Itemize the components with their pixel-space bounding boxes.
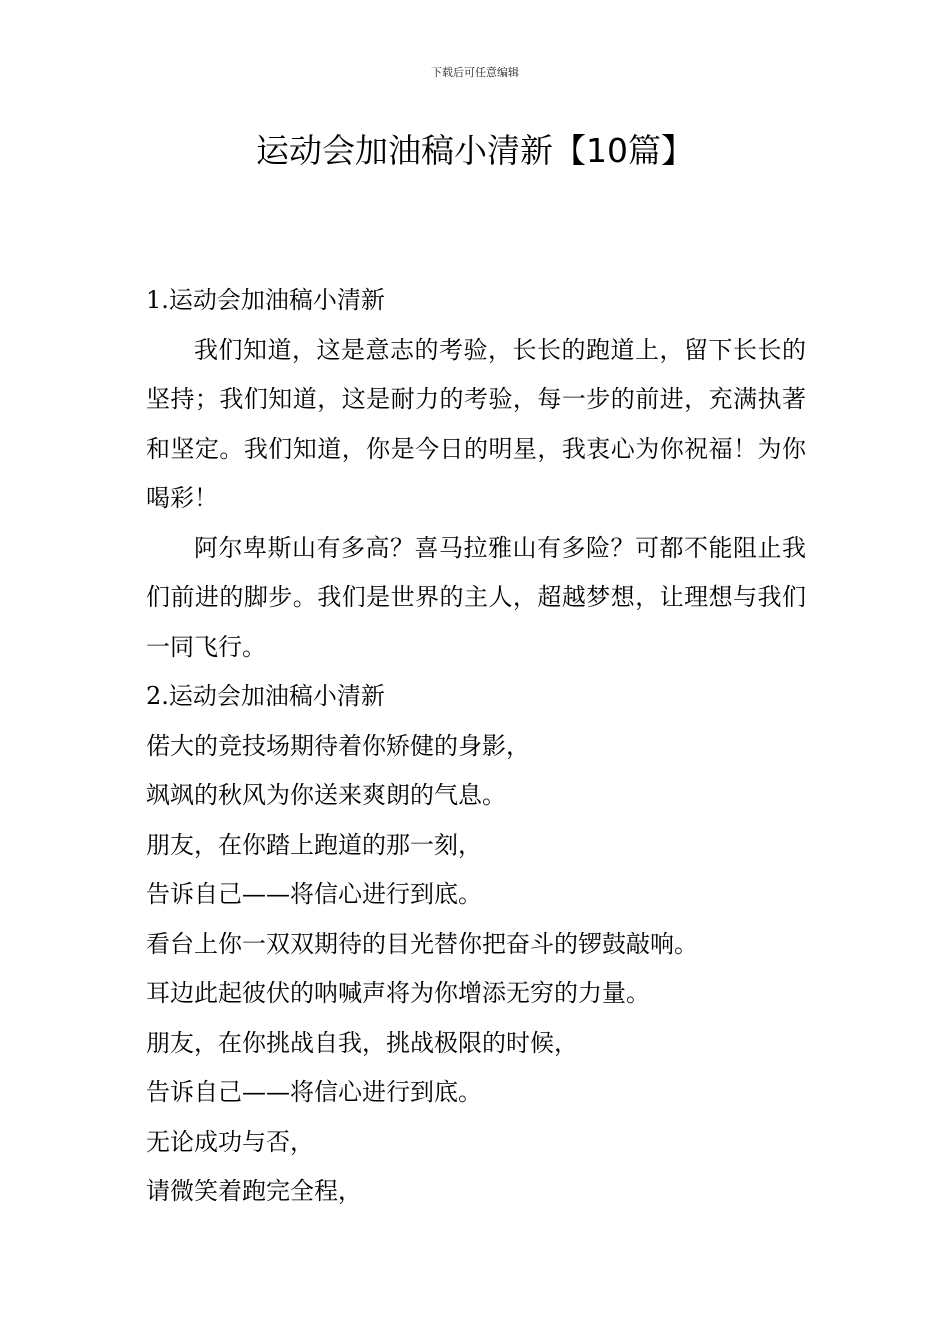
poem-line: 飒飒的秋风为你送来爽朗的气息。 xyxy=(146,781,506,809)
poem-line: 告诉自己——将信心进行到底。 xyxy=(146,880,482,908)
section-heading: 1.运动会加油稿小清新 xyxy=(146,286,385,314)
poem-line: 请微笑着跑完全程， xyxy=(146,1177,362,1205)
poem-line: 朋友，在你踏上跑道的那一刻， xyxy=(146,830,482,859)
header-note: 下载后可任意编辑 xyxy=(431,66,519,79)
paragraph: 我们知道，这是意志的考验，长长的跑道上，留下长长的坚持；我们知道，这是耐力的考验，每一步的前进，充满执著和坚定。我们知道，你是今日的明星，我衷心为你祝福！为你喝彩！ xyxy=(146,335,806,512)
section-1 xyxy=(146,276,806,672)
document-body xyxy=(146,276,806,1217)
poem-line: 看台上你一双双期待的目光替你把奋斗的锣鼓敲响。 xyxy=(146,929,698,958)
section-heading: 2.运动会加油稿小清新 xyxy=(146,682,385,710)
poem-line: 无论成功与否， xyxy=(146,1127,314,1156)
paragraph: 阿尔卑斯山有多高？喜马拉雅山有多险？可都不能阻止我们前进的脚步。我们是世界的主人，超越梦想，让理想与我们一同飞行。 xyxy=(146,533,806,661)
document-title: 运动会加油稿小清新【10篇】 xyxy=(256,131,694,170)
poem-line: 朋友，在你挑战自我，挑战极限的时候， xyxy=(146,1028,578,1057)
poem-line: 耳边此起彼伏的呐喊声将为你增添无穷的力量。 xyxy=(146,979,650,1007)
poem-line: 告诉自己——将信心进行到底。 xyxy=(146,1078,482,1106)
section-2 xyxy=(146,672,806,1217)
poem-line: 偌大的竞技场期待着你矫健的身影， xyxy=(146,731,530,760)
